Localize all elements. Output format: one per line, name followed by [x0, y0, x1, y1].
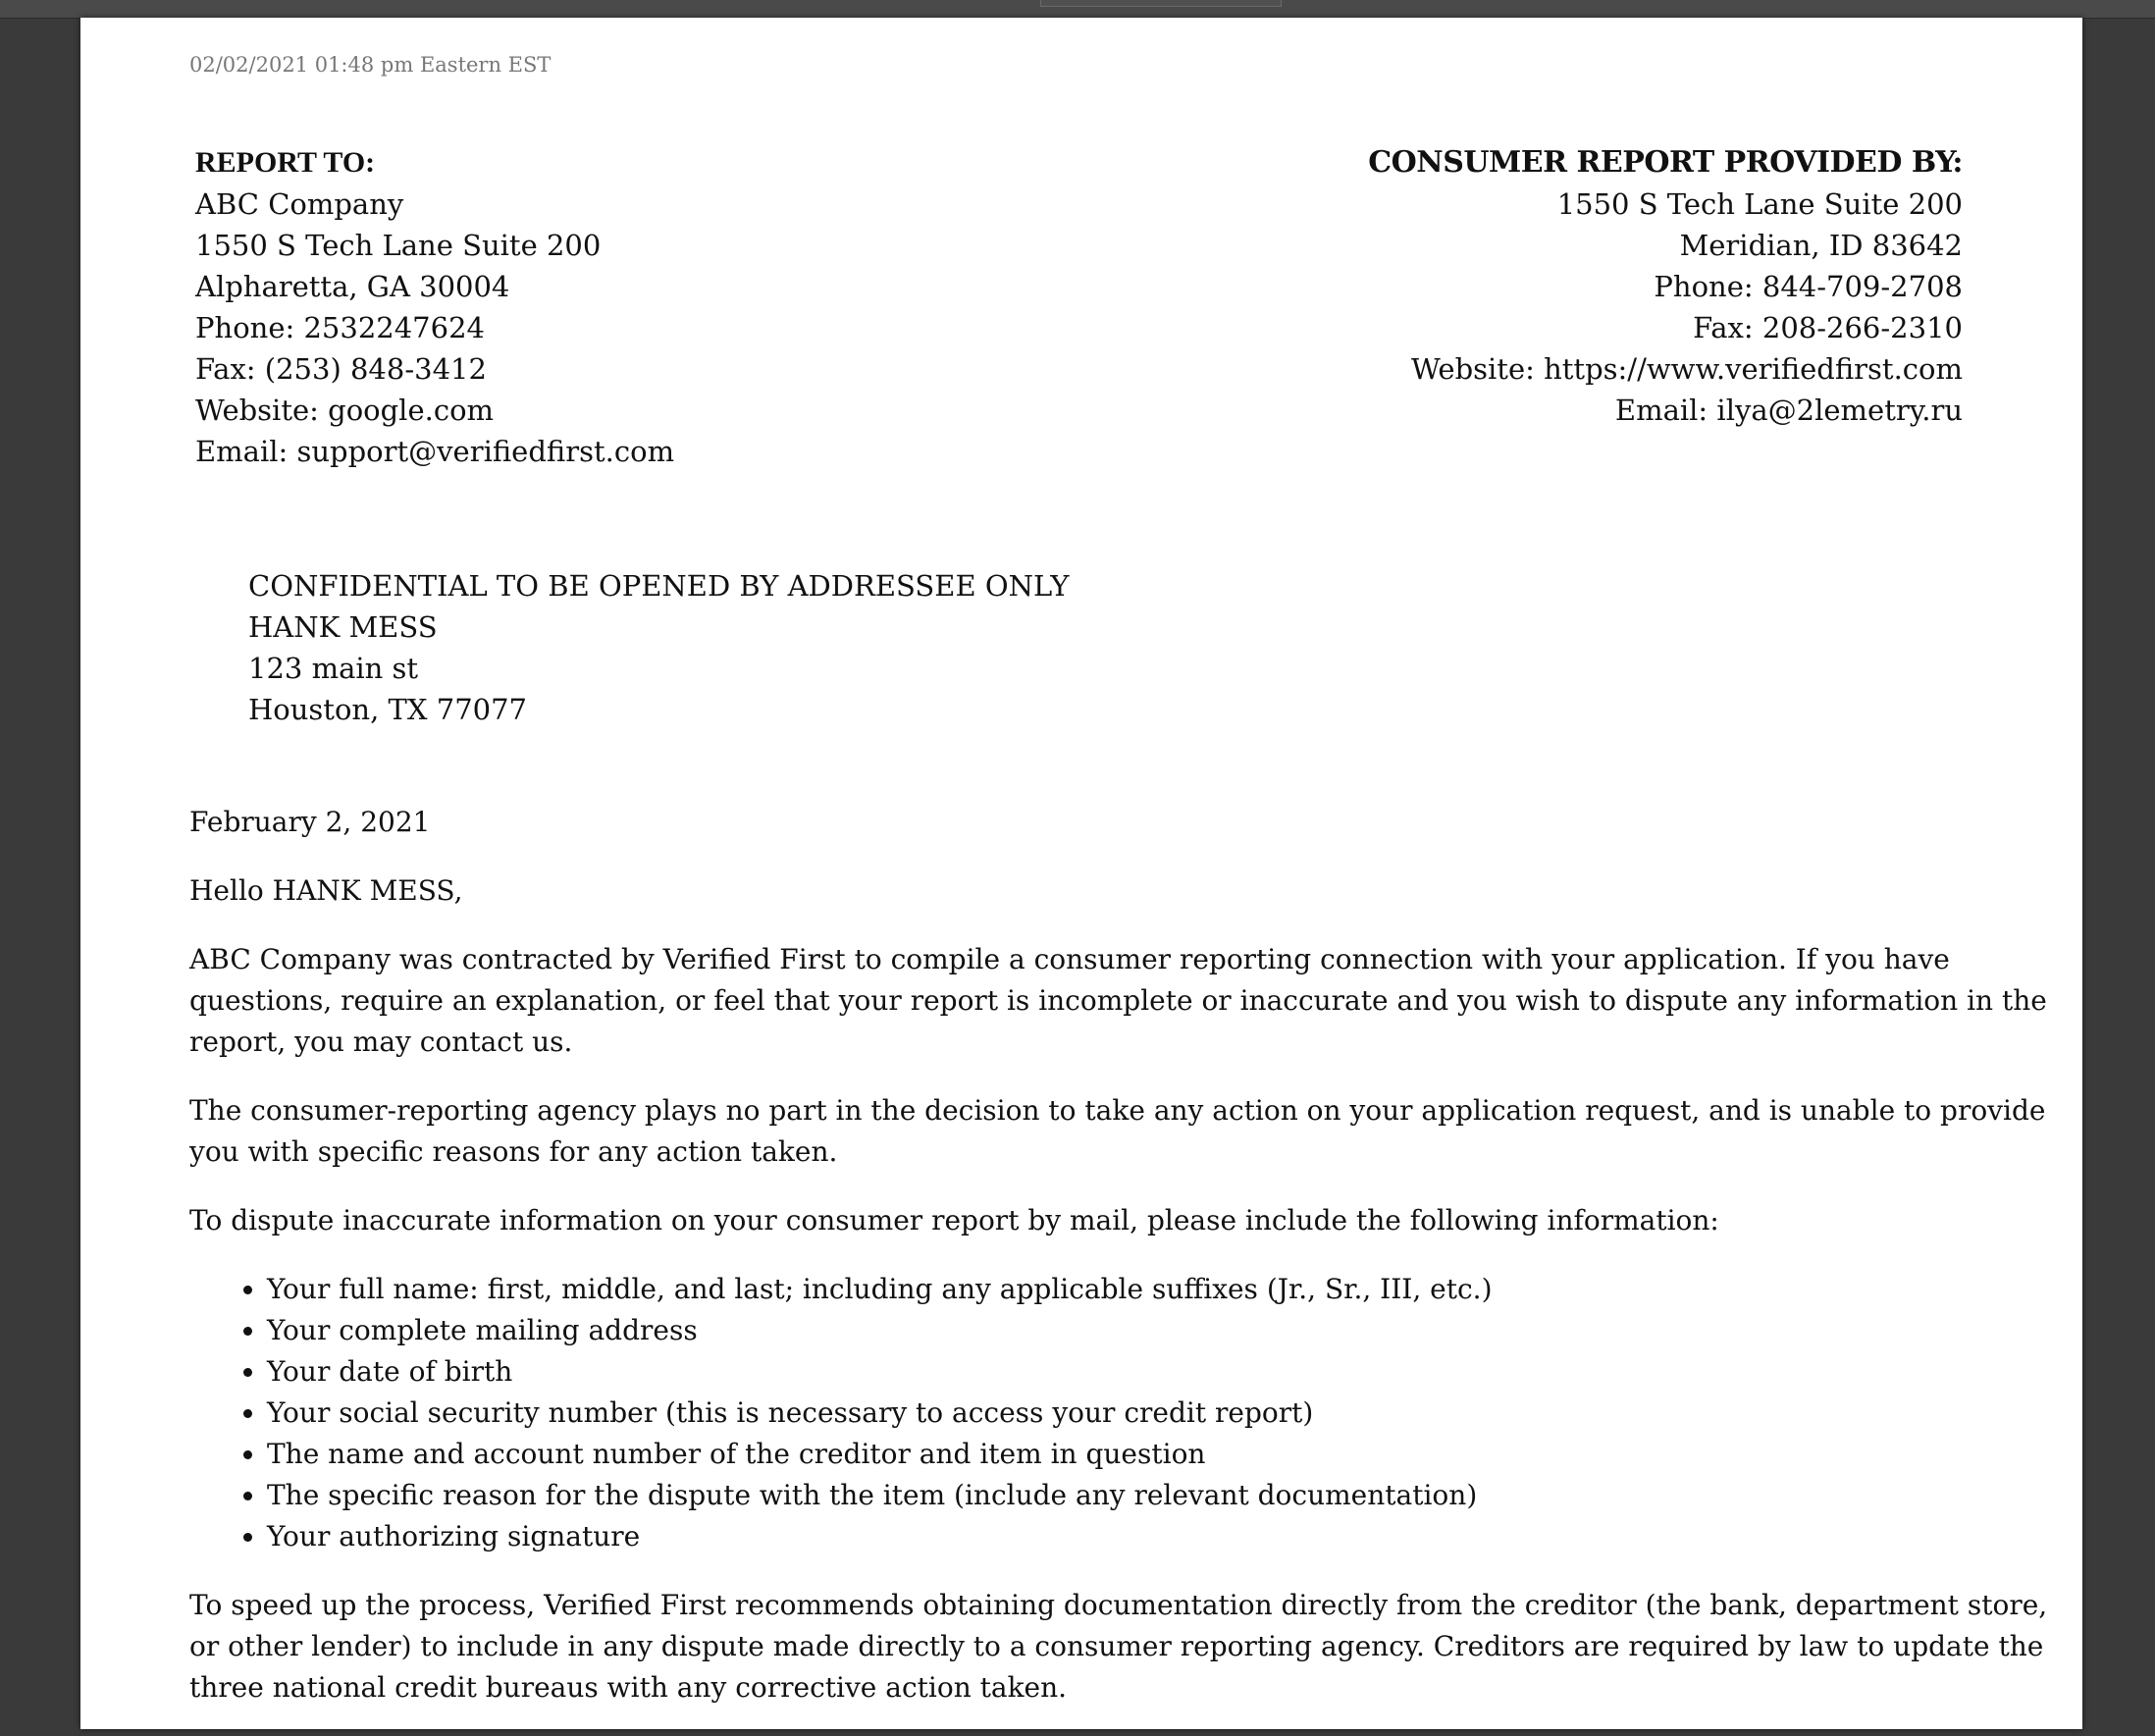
report-to-website: Website: google.com — [195, 394, 495, 427]
report-to-email: Email: support@verifiedfirst.com — [195, 435, 675, 468]
report-to-block — [195, 142, 674, 472]
letter-date: February 2, 2021 — [189, 806, 431, 838]
provided-by-email: Email: ilya@2lemetry.ru — [1614, 394, 1963, 427]
letter-body — [189, 802, 2054, 1736]
list-item: • Your social security number (this is necessary to access your credit report) — [267, 1393, 2054, 1434]
viewer-toolbar — [0, 0, 2155, 19]
provided-by-website: Website: https://www.verifiedfirst.com — [1410, 352, 1963, 386]
report-to-company: ABC Company — [195, 187, 404, 221]
report-to-phone: Phone: 2532247624 — [195, 311, 485, 344]
toolbar-control[interactable] — [1040, 0, 1282, 7]
recipient-city: Houston, TX 77077 — [248, 693, 527, 726]
provided-by-heading: CONSUMER REPORT PROVIDED BY: — [1368, 145, 1963, 180]
print-timestamp: 02/02/2021 01:48 pm Eastern EST — [189, 53, 552, 77]
provided-by-phone: Phone: 844-709-2708 — [1654, 270, 1963, 303]
document-page — [80, 18, 2082, 1729]
report-to-heading: REPORT TO: — [195, 146, 376, 179]
provided-by-street: 1550 S Tech Lane Suite 200 — [1556, 187, 1963, 221]
recipient-address-block — [248, 565, 1070, 730]
list-item: • Your full name: first, middle, and last; including any applicable suffixes (Jr., Sr., III, etc.) — [267, 1269, 2054, 1310]
confidential-notice: CONFIDENTIAL TO BE OPENED BY ADDRESSEE ONLY — [248, 569, 1070, 603]
report-to-street: 1550 S Tech Lane Suite 200 — [195, 229, 602, 262]
recipient-street: 123 main st — [248, 652, 419, 685]
letter-paragraph-intro: ABC Company was contracted by Verified First to compile a consumer reporting connection with your application. If you have questions, require an explanation, or feel that your report is incomplete or inaccurate and you wish to dispute any information in the report, you may contact us. — [189, 943, 2047, 1058]
provided-by-block — [1368, 142, 1963, 431]
letter-greeting: Hello HANK MESS, — [189, 874, 463, 907]
provided-by-city: Meridian, ID 83642 — [1679, 229, 1963, 262]
dispute-requirements-list — [189, 1269, 2054, 1557]
letter-paragraph-dispute: To dispute inaccurate information on your consumer report by mail, please include the following information: — [189, 1204, 1719, 1236]
report-to-city: Alpharetta, GA 30004 — [195, 270, 510, 303]
provided-by-fax: Fax: 208-266-2310 — [1693, 311, 1963, 344]
list-item: • Your date of birth — [267, 1351, 2054, 1393]
list-item: • The specific reason for the dispute with the item (include any relevant documentation) — [267, 1475, 2054, 1516]
list-item: • Your authorizing signature — [267, 1516, 2054, 1557]
list-item: • Your complete mailing address — [267, 1310, 2054, 1351]
letter-paragraph-speedup: To speed up the process, Verified First recommends obtaining documentation directly from the creditor (the bank, department store, or other lender) to include in any dispute made directly to a consumer reporting agency. Creditors are required by law to update the three national credit bureaus with any corrective action taken. — [189, 1589, 2048, 1704]
recipient-name: HANK MESS — [248, 610, 438, 644]
list-item: • The name and account number of the creditor and item in question — [267, 1434, 2054, 1475]
report-to-fax: Fax: (253) 848-3412 — [195, 352, 487, 386]
letter-paragraph-agency: The consumer-reporting agency plays no part in the decision to take any action on your application request, and is unable to provide you with specific reasons for any action taken. — [189, 1094, 2046, 1168]
